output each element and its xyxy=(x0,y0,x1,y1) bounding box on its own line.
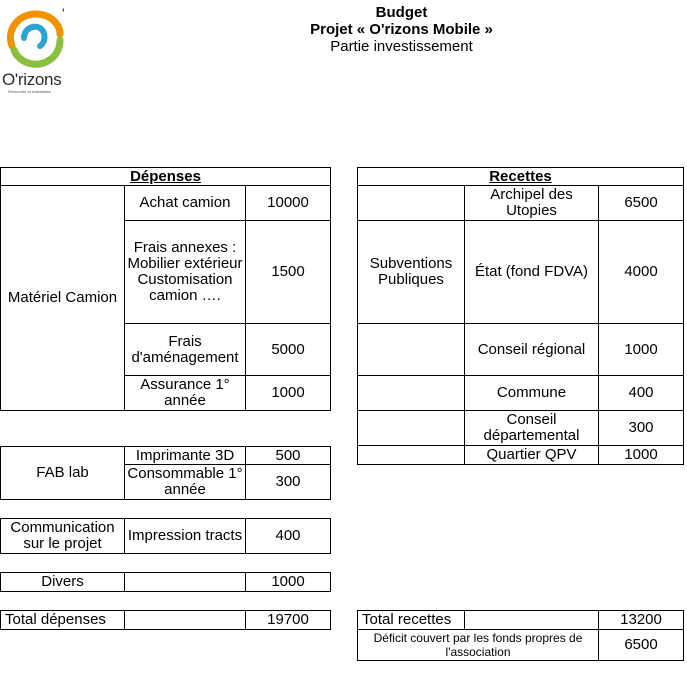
divers-amount: 1000 xyxy=(245,572,331,592)
impression-tracts-label: Impression tracts xyxy=(124,518,246,554)
total-depenses-label: Total dépenses xyxy=(0,610,125,630)
recettes-header: Recettes xyxy=(357,167,684,186)
frais-amenagement-label: Frais d'aménagement xyxy=(124,323,246,376)
recettes-blank-5 xyxy=(357,445,465,465)
total-recettes-amount: 13200 xyxy=(598,610,684,630)
consommable-amount: 300 xyxy=(245,464,331,500)
total-recettes-mid xyxy=(464,610,599,630)
svg-text:': ' xyxy=(62,5,65,21)
achat-camion-amount: 10000 xyxy=(245,185,331,221)
quartier-qpv-label: Quartier QPV xyxy=(464,445,599,465)
deficit-label: Déficit couvert par les fonds propres de l'association xyxy=(357,629,599,661)
conseil-regional-amount: 1000 xyxy=(598,323,684,376)
header-project: Projet « O'rizons Mobile » xyxy=(310,21,493,38)
total-recettes-label: Total recettes xyxy=(357,610,465,630)
recettes-blank-3 xyxy=(357,375,465,411)
subventions-publiques-category: Subventions Publiques xyxy=(357,220,465,324)
divers-label xyxy=(124,572,246,592)
quartier-qpv-amount: 1000 xyxy=(598,445,684,465)
frais-annexes-label: Frais annexes : Mobilier extérieur Customisation camion …. xyxy=(124,220,246,324)
archipel-amount: 6500 xyxy=(598,185,684,221)
impression-tracts-amount: 400 xyxy=(245,518,331,554)
header-subtitle: Partie investissement xyxy=(330,38,473,55)
assurance-amount: 1000 xyxy=(245,375,331,411)
imprimante-3d-label: Imprimante 3D xyxy=(124,446,246,465)
recettes-blank-4 xyxy=(357,410,465,446)
frais-annexes-amount: 1500 xyxy=(245,220,331,324)
conseil-regional-label: Conseil régional xyxy=(464,323,599,376)
communication-category: Communication sur le projet xyxy=(0,518,125,554)
commune-label: Commune xyxy=(464,375,599,411)
archipel-label: Archipel des Utopies xyxy=(464,185,599,221)
fablab-category: FAB lab xyxy=(0,446,125,500)
consommable-label: Consommable 1° année xyxy=(124,464,246,500)
materiel-camion-category: Matériel Camion xyxy=(0,185,125,411)
logo-name: O'rizons xyxy=(2,70,62,89)
logo-swirl-icon xyxy=(0,4,70,74)
recettes-blank-1 xyxy=(357,185,465,221)
conseil-departemental-label: Conseil départemental xyxy=(464,410,599,446)
etat-fdva-amount: 4000 xyxy=(598,220,684,324)
logo-tagline: Rencontre et Installation xyxy=(8,89,52,94)
orizons-logo xyxy=(0,4,70,94)
achat-camion-label: Achat camion xyxy=(124,185,246,221)
divers-category: Divers xyxy=(0,572,125,592)
total-depenses-amount: 19700 xyxy=(245,610,331,630)
document-header xyxy=(220,4,583,55)
depenses-header: Dépenses xyxy=(0,167,331,186)
conseil-departemental-amount: 300 xyxy=(598,410,684,446)
assurance-label: Assurance 1° année xyxy=(124,375,246,411)
total-depenses-mid xyxy=(124,610,246,630)
frais-amenagement-amount: 5000 xyxy=(245,323,331,376)
etat-fdva-label: État (fond FDVA) xyxy=(464,220,599,324)
deficit-amount: 6500 xyxy=(598,629,684,661)
recettes-blank-2 xyxy=(357,323,465,376)
commune-amount: 400 xyxy=(598,375,684,411)
imprimante-3d-amount: 500 xyxy=(245,446,331,465)
header-budget: Budget xyxy=(375,4,428,21)
